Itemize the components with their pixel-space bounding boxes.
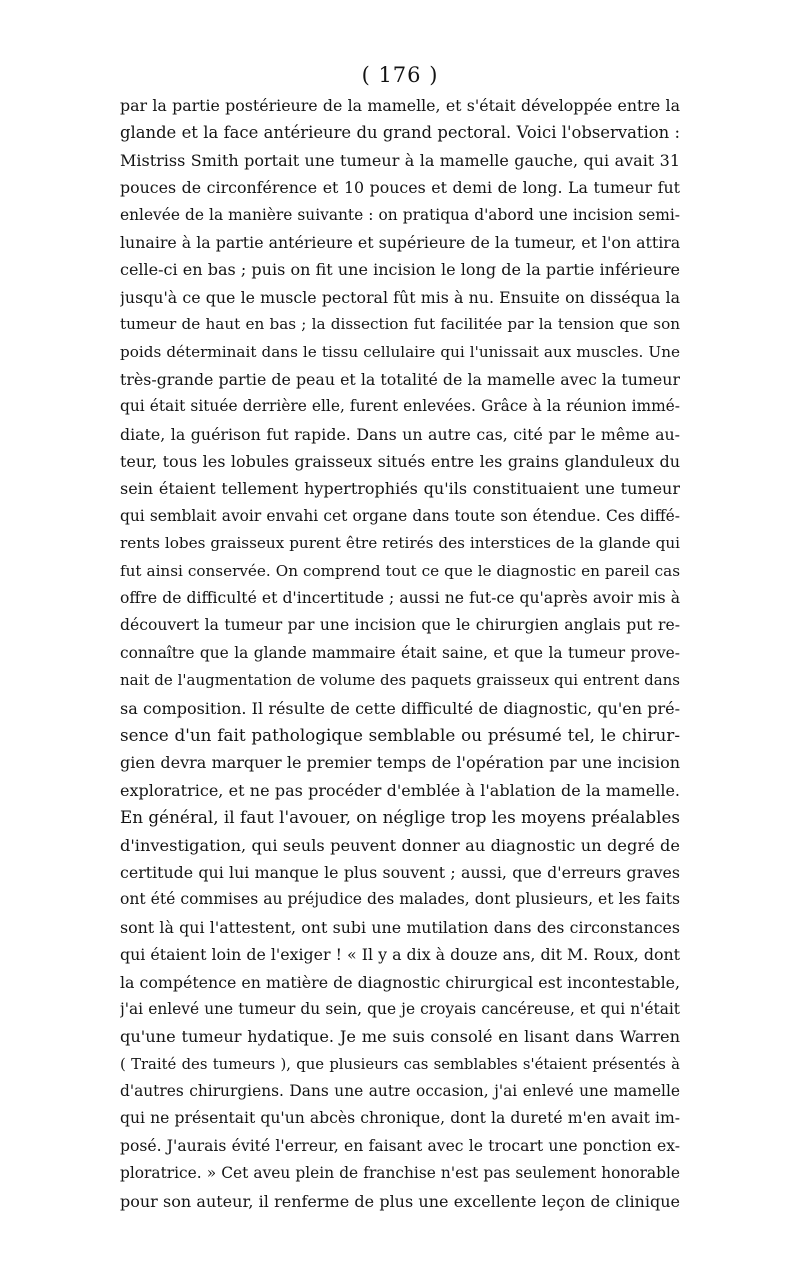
text-line: d'autres chirurgiens. Dans une autre occasion, j'ai enlevé une mamelle <box>120 1082 680 1101</box>
text-line: ont été commises au préjudice des malades, dont plusieurs, et les faits <box>120 890 680 909</box>
text-line: connaître que la glande mammaire était saine, et que la tumeur prove- <box>120 643 680 662</box>
text-line: pouces de circonférence et 10 pouces et demi de long. La tumeur fut <box>120 178 680 198</box>
body-text <box>120 92 680 1215</box>
text-line: tumeur de haut en bas ; la dissection fut facilitée par la tension que son <box>120 315 680 334</box>
text-line: poids déterminait dans le tissu cellulaire qui l'unissait aux muscles. Une <box>120 342 680 361</box>
text-line: jusqu'à ce que le muscle pectoral fût mis à nu. Ensuite on disséqua la <box>120 287 680 307</box>
text-line: En général, il faut l'avouer, on néglige trop les moyens préalables <box>120 807 680 828</box>
text-line: gien devra marquer le premier temps de l'opération par une incision <box>120 753 680 773</box>
text-line: qui ne présentait qu'un abcès chronique, dont la dureté m'en avait im- <box>120 1109 680 1128</box>
text-line: sein étaient tellement hypertrophiés qu'ils constituaient une tumeur <box>120 479 680 499</box>
text-line: d'investigation, qui seuls peuvent donner au diagnostic un degré de <box>120 835 680 855</box>
text-line: qui était située derrière elle, furent enlevées. Grâce à la réunion immé- <box>120 397 680 416</box>
text-line: posé. J'aurais évité l'erreur, en faisant avec le trocart une ponction ex- <box>120 1136 680 1155</box>
text-line: qui étaient loin de l'exiger ! « Il y a dix à douze ans, dit M. Roux, dont <box>120 945 680 965</box>
text-line: fut ainsi conservée. On comprend tout ce que le diagnostic en pareil cas <box>120 561 680 580</box>
text-line: découvert la tumeur par une incision que le chirurgien anglais put re- <box>120 616 680 635</box>
text-line: Mistriss Smith portait une tumeur à la mamelle gauche, qui avait 31 <box>120 150 680 170</box>
text-line: glande et la face antérieure du grand pectoral. Voici l'observation : <box>120 123 680 143</box>
page-number: ( 176 ) <box>361 63 439 87</box>
text-line: offre de difficulté et d'incertitude ; aussi ne fut-ce qu'après avoir mis à <box>120 589 680 608</box>
text-line: lunaire à la partie antérieure et supérieure de la tumeur, et l'on attira <box>120 232 680 252</box>
text-line: sont là qui l'attestent, ont subi une mutilation dans des circonstances <box>120 917 680 937</box>
text-line: ( Traité des tumeurs ), que plusieurs cas semblables s'étaient présentés à <box>120 1055 680 1073</box>
text-line: par la partie postérieure de la mamelle, et s'était développée entre la <box>120 96 680 115</box>
text-line: qui semblait avoir envahi cet organe dans toute son étendue. Ces diffé- <box>120 506 680 525</box>
text-line: sa composition. Il résulte de cette difficulté de diagnostic, qu'en pré- <box>120 698 680 718</box>
text-line: enlevée de la manière suivante : on pratiqua d'abord une incision semi- <box>120 205 680 224</box>
text-line: diate, la guérison fut rapide. Dans un autre cas, cité par le même au- <box>120 424 680 444</box>
text-line: ploratrice. » Cet aveu plein de franchise n'est pas seulement honorable <box>120 1164 680 1183</box>
text-line: teur, tous les lobules graisseux situés entre les grains glanduleux du <box>120 452 680 472</box>
text-line: j'ai enlevé une tumeur du sein, que je croyais cancéreuse, et qui n'était <box>120 999 680 1018</box>
text-line: exploratrice, et ne pas procéder d'emblée à l'ablation de la mamelle. <box>120 780 680 800</box>
text-line: rents lobes graisseux purent être retirés des interstices de la glande qui <box>120 534 680 553</box>
text-line: certitude qui lui manque le plus souvent ; aussi, que d'erreurs graves <box>120 862 680 882</box>
text-line: pour son auteur, il renferme de plus une excellente leçon de clinique <box>120 1191 680 1211</box>
text-line: qu'une tumeur hydatique. Je me suis consolé en lisant dans Warren <box>120 1027 680 1047</box>
text-line: très-grande partie de peau et la totalité de la mamelle avec la tumeur <box>120 369 680 389</box>
text-line: celle-ci en bas ; puis on fit une incision le long de la partie inférieure <box>120 260 680 280</box>
text-line: la compétence en matière de diagnostic chirurgical est incontestable, <box>120 972 680 992</box>
text-line: sence d'un fait pathologique semblable ou présumé tel, le chirur- <box>120 724 680 745</box>
text-line: nait de l'augmentation de volume des paquets graisseux qui entrent dans <box>120 671 680 690</box>
